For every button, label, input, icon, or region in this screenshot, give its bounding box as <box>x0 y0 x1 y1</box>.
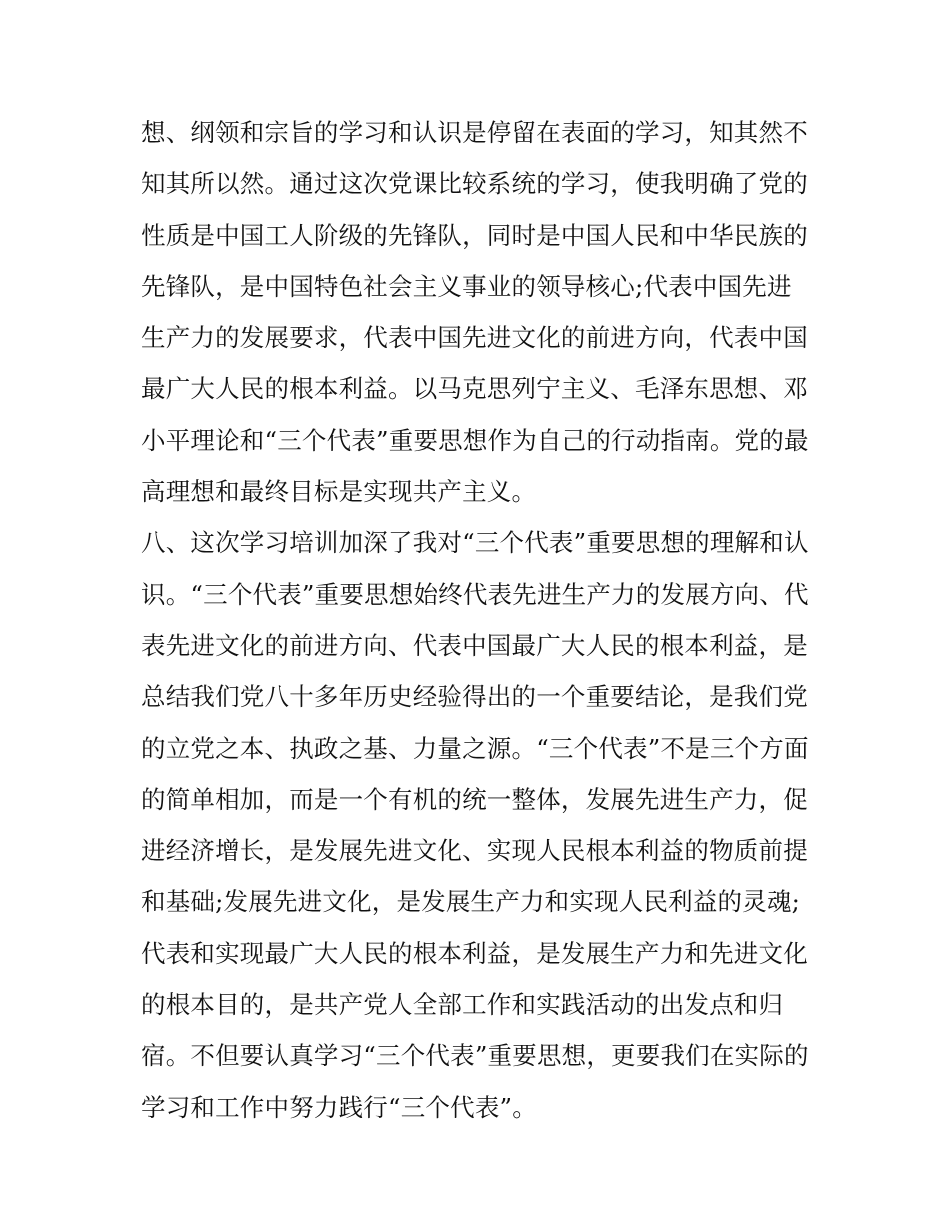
text-line: 性质是中国工人阶级的先锋队，同时是中国人民和中华民族的 <box>141 220 808 250</box>
text-line: 八、这次学习培训加深了我对“三个代表”重要思想的理解和认 <box>141 528 809 558</box>
text-line: 的立党之本、执政之基、力量之源。“三个代表”不是三个方面 <box>141 733 809 763</box>
text-line: 最广大人民的根本利益。以马克思列宁主义、毛泽东思想、邓 <box>141 374 808 404</box>
text-line: 先锋队，是中国特色社会主义事业的领导核心;代表中国先进 <box>141 271 792 301</box>
text-line: 识。“三个代表”重要思想始终代表先进生产力的发展方向、代 <box>141 579 809 609</box>
text-line: 进经济增长，是发展先进文化、实现人民根本利益的物质前提 <box>141 836 808 866</box>
text-line: 的根本目的，是共产党人全部工作和实践活动的出发点和归 <box>141 990 784 1020</box>
text-line: 的简单相加，而是一个有机的统一整体，发展先进生产力，促 <box>141 784 808 814</box>
text-line: 生产力的发展要求，代表中国先进文化的前进方向，代表中国 <box>141 323 808 353</box>
text-line: 知其所以然。通过这次党课比较系统的学习，使我明确了党的 <box>141 169 808 199</box>
text-line: 宿。不但要认真学习“三个代表”重要思想，更要我们在实际的 <box>141 1041 809 1071</box>
text-line: 表先进文化的前进方向、代表中国最广大人民的根本利益，是 <box>141 630 808 660</box>
text-line: 小平理论和“三个代表”重要思想作为自己的行动指南。党的最 <box>141 425 809 455</box>
text-line: 总结我们党八十多年历史经验得出的一个重要结论，是我们党 <box>141 682 808 712</box>
text-line: 和基础;发展先进文化，是发展生产力和实现人民利益的灵魂; <box>141 887 801 917</box>
text-line: 代表和实现最广大人民的根本利益，是发展生产力和先进文化 <box>141 938 808 968</box>
text-line: 高理想和最终目标是实现共产主义。 <box>141 477 537 507</box>
text-line: 学习和工作中努力践行“三个代表”。 <box>141 1092 537 1122</box>
text-line: 想、纲领和宗旨的学习和认识是停留在表面的学习，知其然不 <box>141 118 808 147</box>
body-text <box>141 107 821 1133</box>
